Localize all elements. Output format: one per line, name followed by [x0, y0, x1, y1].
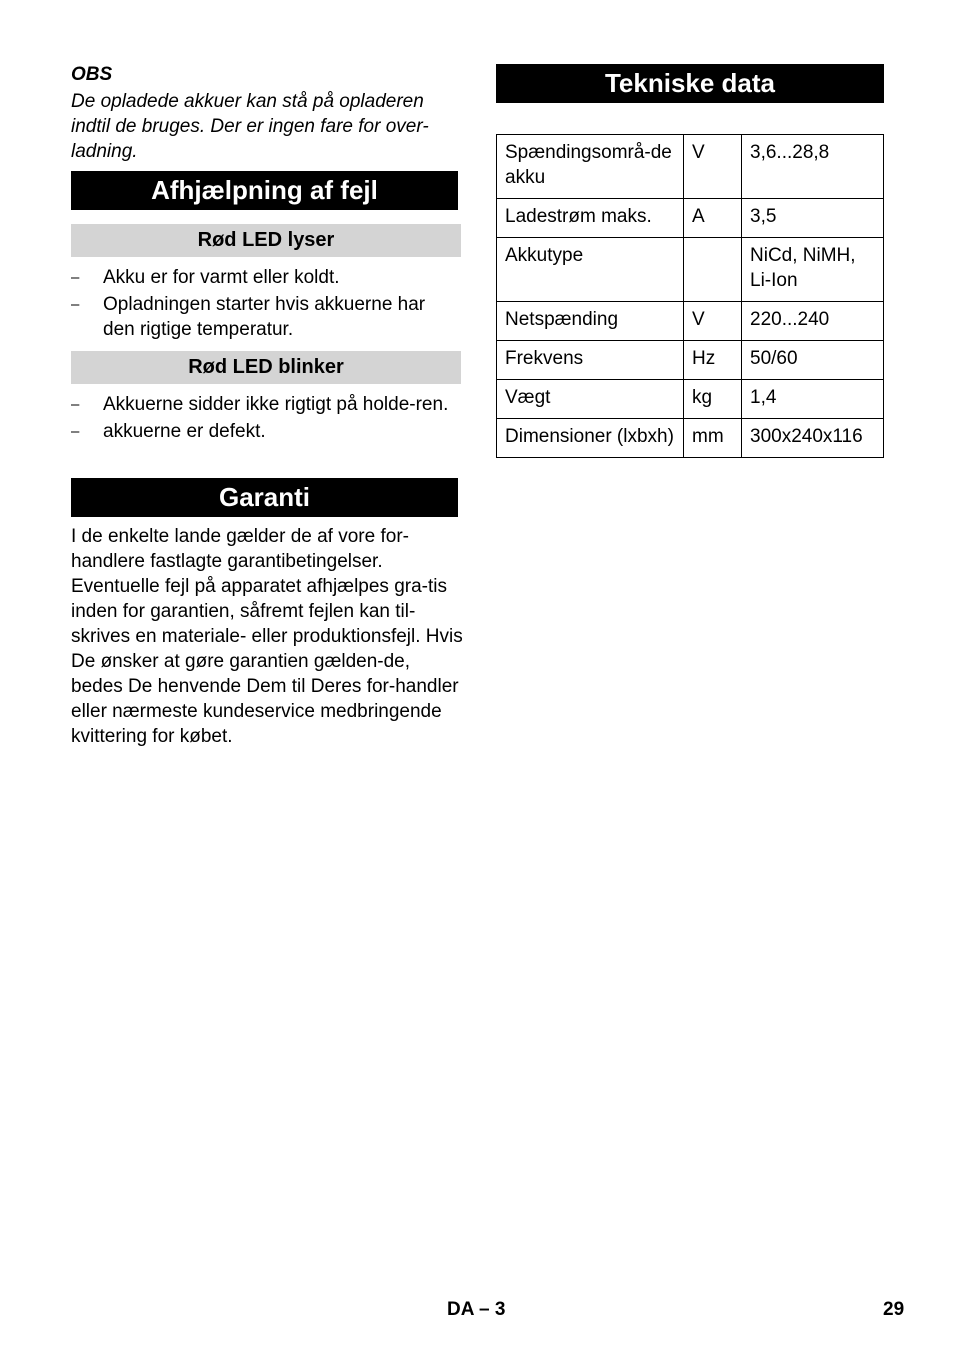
spec-value: 50/60 — [742, 341, 884, 380]
spec-value: 3,5 — [742, 199, 884, 238]
spec-value: 220...240 — [742, 302, 884, 341]
list-item: – akkuerne er defekt. — [71, 421, 266, 442]
fault-section-heading: Afhjælpning af fejl — [71, 171, 458, 210]
table-row — [497, 341, 884, 380]
spec-value: 3,6...28,8 — [742, 135, 884, 199]
table-row — [497, 419, 884, 458]
page-number: 29 — [883, 1299, 905, 1320]
spec-label: Dimensioner (lxbxh) — [497, 419, 684, 458]
spec-unit: A — [684, 199, 742, 238]
table-row — [497, 199, 884, 238]
table-row — [497, 380, 884, 419]
tech-data-heading: Tekniske data — [496, 64, 884, 103]
warranty-heading: Garanti — [71, 478, 458, 517]
spec-value: NiCd, NiMH, Li-Ion — [742, 238, 884, 302]
table-row — [497, 238, 884, 302]
spec-label: Frekvens — [497, 341, 684, 380]
list-item: – Opladningen starter hvis akkuerne har den rigtige temperatur. — [71, 294, 426, 340]
spec-label: Ladestrøm maks. — [497, 199, 684, 238]
spec-unit: Hz — [684, 341, 742, 380]
spec-value: 300x240x116 — [742, 419, 884, 458]
spec-unit: mm — [684, 419, 742, 458]
spec-unit: V — [684, 135, 742, 199]
red-led-blinking-list — [71, 392, 461, 446]
red-led-on-heading: Rød LED lyser — [71, 224, 461, 257]
list-item: – Akkuerne sidder ikke rigtigt på holde-ren. — [71, 394, 449, 415]
table-row — [497, 135, 884, 199]
red-led-blinking-heading: Rød LED blinker — [71, 351, 461, 384]
table-row — [497, 302, 884, 341]
spec-label: Akkutype — [497, 238, 684, 302]
spec-unit: V — [684, 302, 742, 341]
dash-marker: – — [71, 423, 80, 440]
warranty-text: I de enkelte lande gælder de af vore for-handlere fastlagte garantibetingelser. Eventuelle fejl på apparatet afhjælpes gra-tis inden for garantien, såfremt fejlen kan til-skrives en materiale- eller produktionsfejl. Hvis De ønsker at gøre garantien gælden-de, bedes De henvende Dem til Deres for-handler eller nærmeste kundeservice medbringende kvittering for købet. — [71, 526, 463, 747]
dash-marker: – — [71, 269, 80, 286]
footer-section-label: DA – 3 — [447, 1299, 506, 1320]
dash-marker: – — [71, 396, 80, 413]
red-led-on-list — [71, 265, 461, 344]
spec-label: Spændingsområ-de akku — [497, 135, 684, 199]
spec-value: 1,4 — [742, 380, 884, 419]
spec-unit: kg — [684, 380, 742, 419]
list-item: – Akku er for varmt eller koldt. — [71, 267, 340, 288]
tech-data-table — [496, 134, 884, 458]
spec-label: Vægt — [497, 380, 684, 419]
note-title: OBS — [71, 64, 113, 85]
note-text: De opladede akkuer kan stå på opladeren indtil de bruges. Der er ingen fare for over-ladning. — [71, 91, 429, 162]
spec-unit — [684, 238, 742, 302]
spec-label: Netspænding — [497, 302, 684, 341]
dash-marker: – — [71, 296, 80, 313]
